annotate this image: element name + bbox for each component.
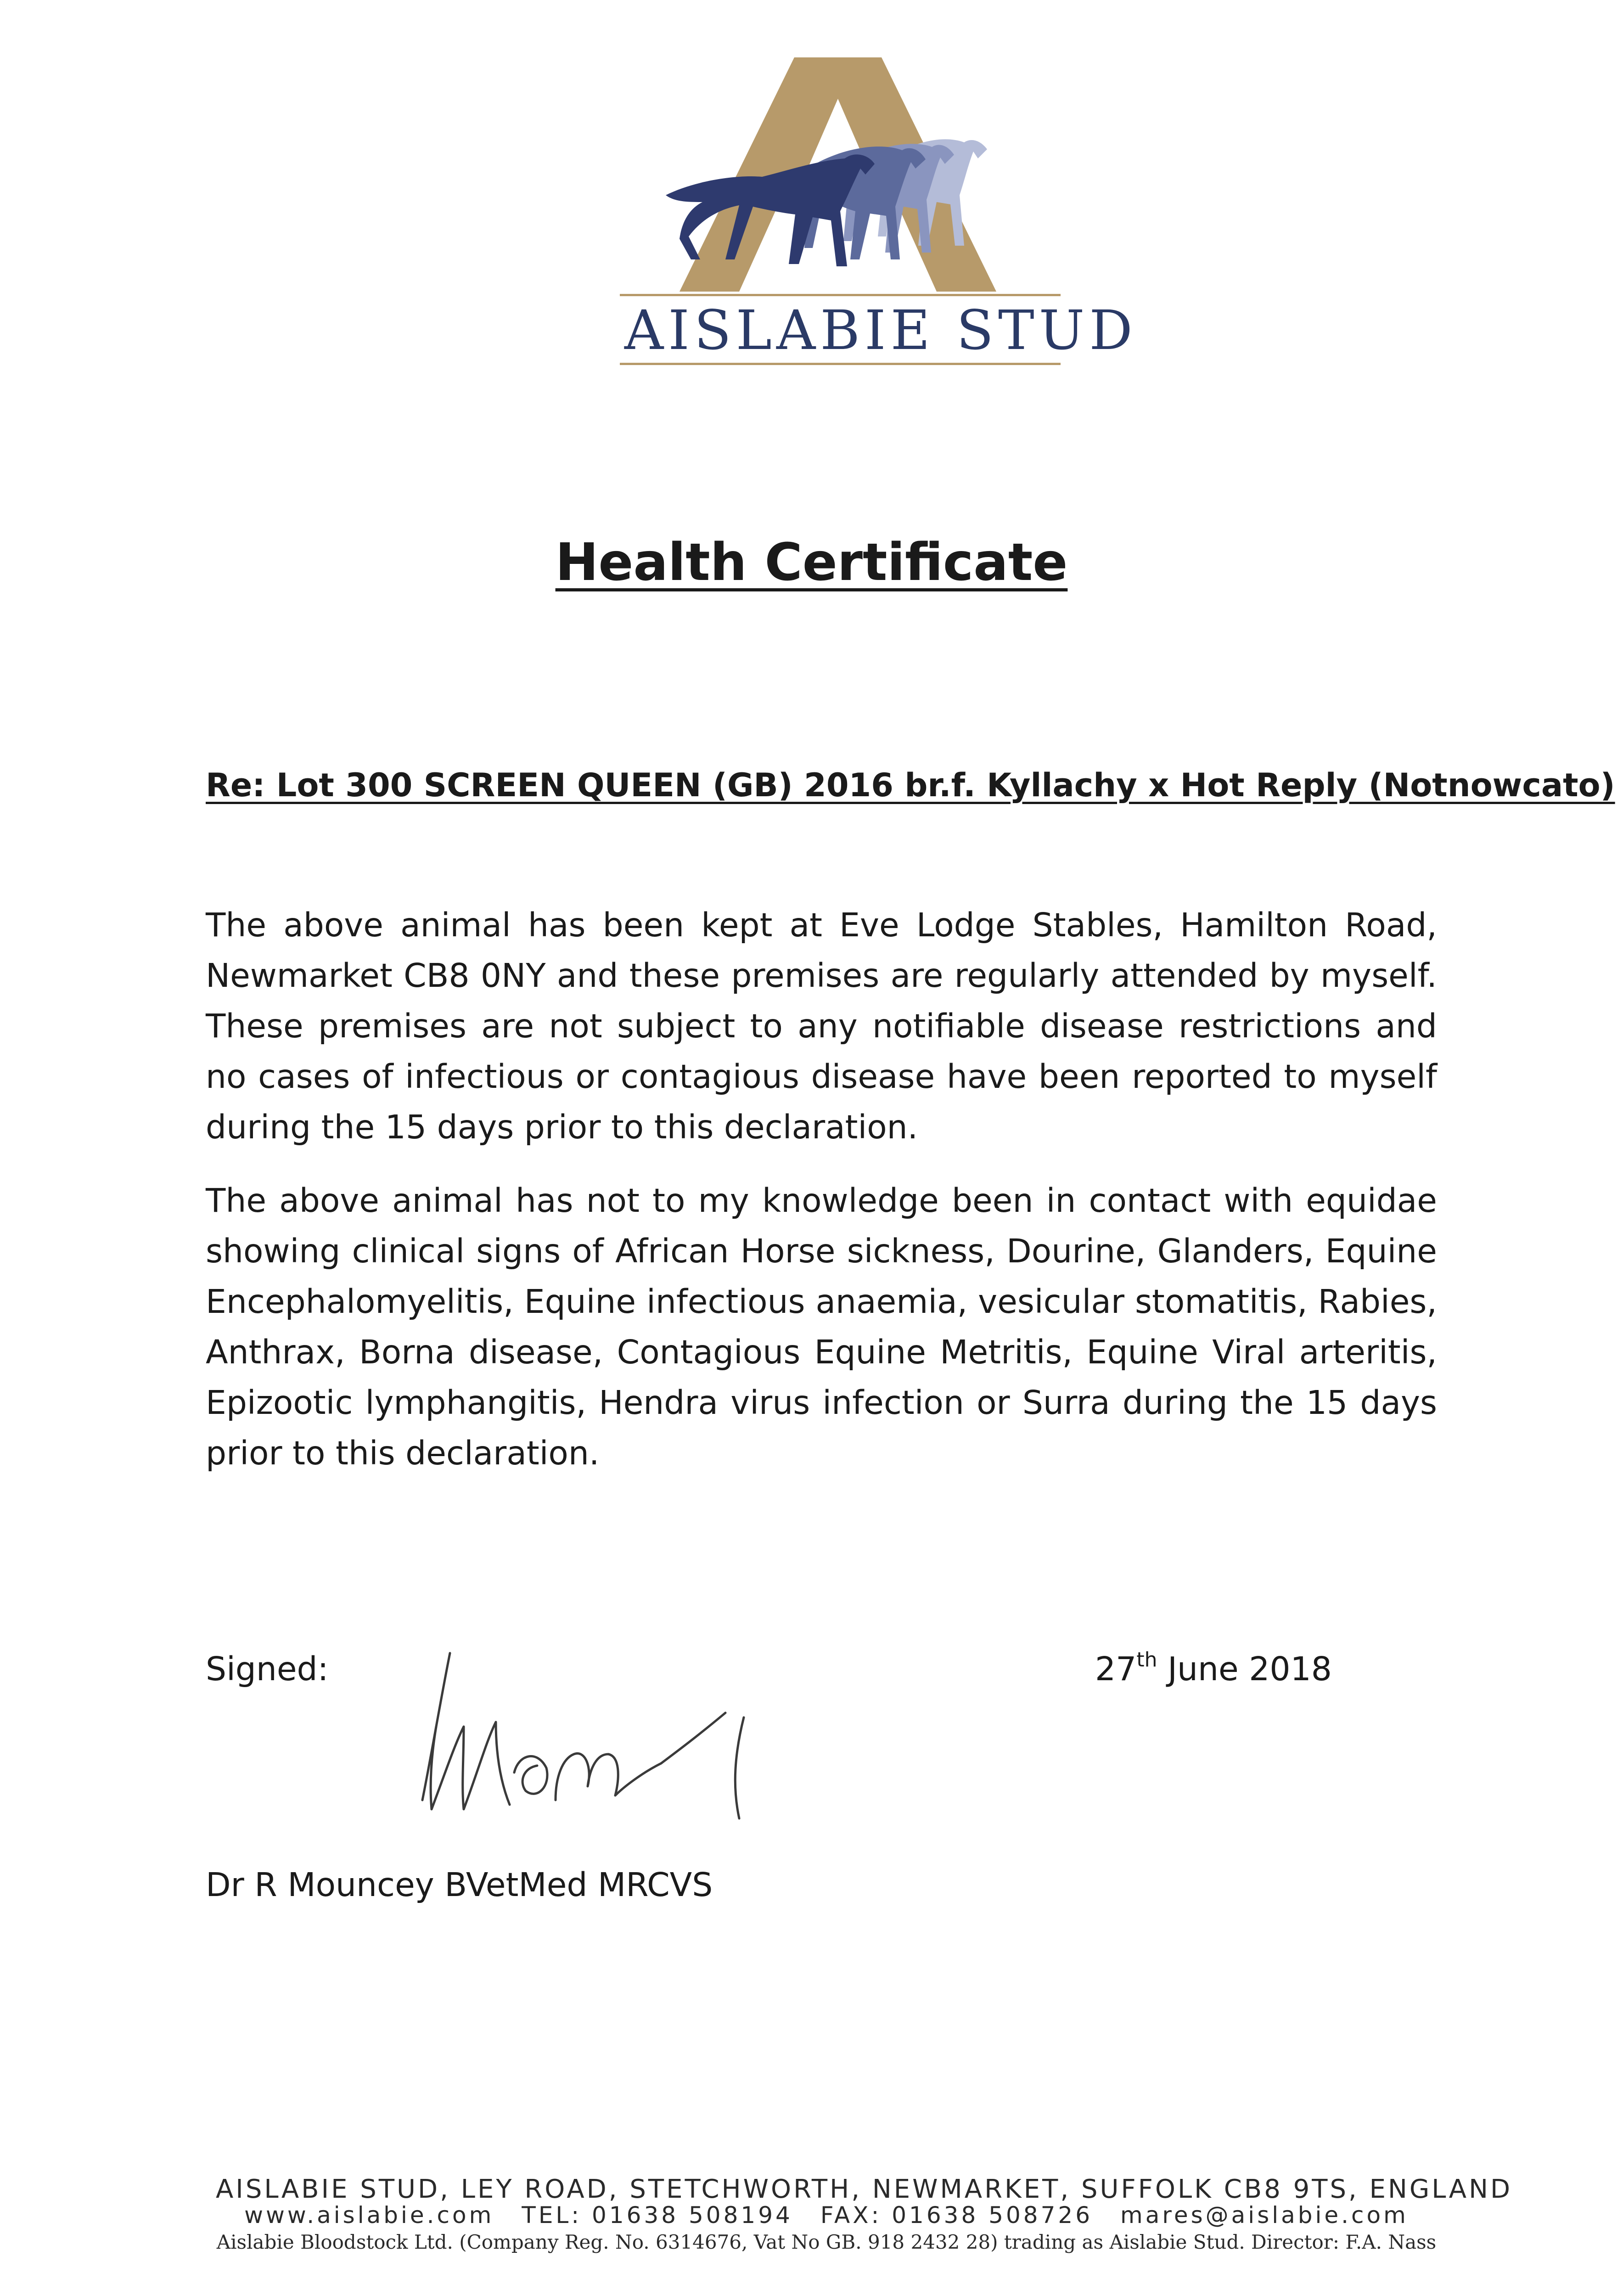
date (1095, 1649, 1332, 1690)
footer-fax: FAX: 01638 508726 (820, 2202, 1093, 2228)
logo-top-rule (620, 294, 1061, 296)
document-title: Health Certificate (555, 533, 1068, 592)
paragraph-1: The above animal has been kept at Eve Lodge Stables, Hamilton Road, Newmarket CB8 0NY and these premises are regularly attended by myself. These premises are not subject to any notifiable disease restrictions and no cases of infectious or contagious disease have been reported to myself during the 15 days prior to this declaration. (206, 906, 1437, 1146)
handwritten-signature-icon (404, 1635, 817, 1828)
date-suffix: th (1136, 1648, 1157, 1671)
footer-tel: TEL: 01638 508194 (522, 2202, 793, 2228)
logo-bottom-rule (620, 363, 1061, 365)
reference-line: Re: Lot 300 SCREEN QUEEN (GB) 2016 br.f. Kyllachy x Hot Reply (Notnowcato) (206, 766, 1615, 804)
paragraph-2: The above animal has not to my knowledge been in contact with equidae showing clinical signs of African Horse sickness, Dourine, Glanders, Equine Encephalomyelitis, Equine infectious anaemia, vesicular stomatitis, Rabies, Anthrax, Borna disease, Contagious Equine Metritis, Equine Viral arteritis, Epizootic lymphangitis, Hendra virus infection or Surra during the 15 days prior to this declaration. (206, 1182, 1437, 1472)
footer-email: mares@aislabie.com (1120, 2202, 1409, 2228)
reference-line-wrapper (206, 765, 1615, 806)
footer-website: www.aislabie.com (244, 2202, 494, 2228)
logo (597, 44, 1137, 374)
horses-over-letter-a-logo-icon (597, 44, 1116, 301)
document-title-wrapper (0, 533, 1623, 592)
signed-label: Signed: (206, 1650, 329, 1688)
logo-text: AISLABIE STUD (624, 298, 1137, 362)
signer-name: Dr R Mouncey BVetMed MRCVS (206, 1866, 713, 1904)
footer-contact (216, 2202, 1437, 2228)
date-day: 27 (1095, 1650, 1137, 1688)
date-rest: June 2018 (1157, 1650, 1332, 1688)
footer-legal: Aislabie Bloodstock Ltd. (Company Reg. No. 6314676, Vat No GB. 918 2432 28) trading as Aislabie Stud. Director: F.A. Nass (216, 2231, 1437, 2253)
footer-address: AISLABIE STUD, LEY ROAD, STETCHWORTH, NEWMARKET, SUFFOLK CB8 9TS, ENGLAND (216, 2174, 1513, 2204)
